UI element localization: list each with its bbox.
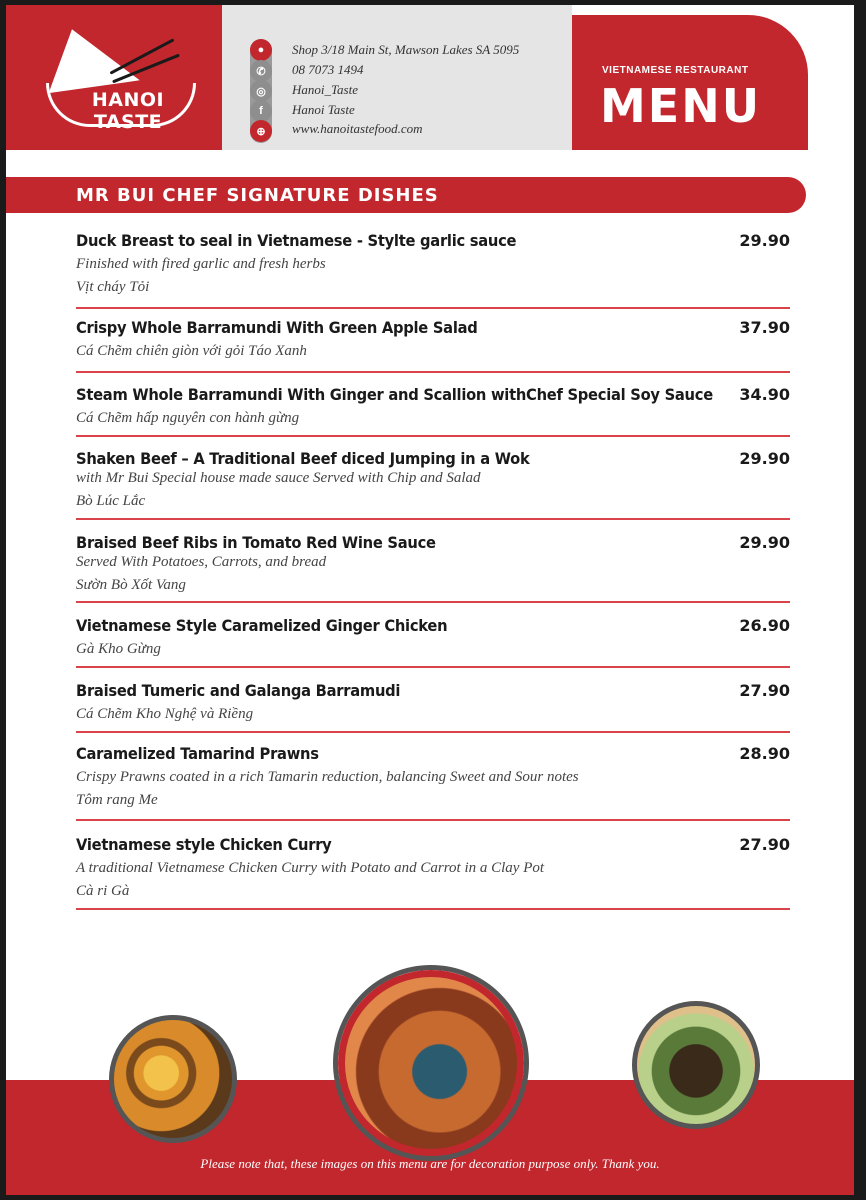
dish-item (76, 616, 790, 658)
divider (76, 307, 790, 309)
logo-text: HANOI TASTE (91, 89, 165, 133)
dish-price: 37.90 (739, 318, 790, 337)
divider (76, 371, 790, 373)
dish-vietnamese-name: Vịt cháy Tỏi (76, 279, 150, 295)
dish-name: Vietnamese style Chicken Curry (76, 835, 332, 854)
section-title: MR BUI CHEF SIGNATURE DISHES (76, 185, 439, 206)
menu-title: MENU (600, 79, 762, 133)
section-header (6, 177, 806, 213)
dish-name: Shaken Beef – A Traditional Beef diced Jumping in a Wok (76, 449, 530, 468)
dish-description: Served With Potatoes, Carrots, and bread (76, 554, 327, 570)
divider (76, 908, 790, 910)
dish-description: with Mr Bui Special house made sauce Served with Chip and Salad (76, 470, 481, 486)
instagram-icon: ◎ (250, 80, 272, 102)
dish-description: Crispy Prawns coated in a rich Tamarin reduction, balancing Sweet and Sour notes (76, 769, 579, 785)
restaurant-type: VIETNAMESE RESTAURANT (602, 65, 749, 76)
dish-item (76, 744, 790, 809)
facebook-text[interactable]: Hanoi Taste (292, 102, 355, 117)
dish-vietnamese-name: Cá Chẽm chiên giòn với gỏi Táo Xanh (76, 343, 307, 359)
dish-price: 29.90 (739, 449, 790, 468)
dish-name: Braised Beef Ribs in Tomato Red Wine Sauce (76, 533, 436, 552)
instagram-text[interactable]: Hanoi_Taste (292, 82, 358, 97)
divider (76, 435, 790, 437)
dish-item (76, 385, 790, 427)
dish-name: Duck Breast to seal in Vietnamese - Stylte garlic sauce (76, 231, 517, 250)
dish-item (76, 835, 790, 900)
dish-vietnamese-name: Tôm rang Me (76, 792, 158, 808)
phone-text[interactable]: 08 7073 1494 (292, 62, 364, 77)
dish-vietnamese-name: Cá Chẽm Kho Nghệ và Riềng (76, 706, 254, 722)
curry-photo (109, 1015, 237, 1143)
dish-price: 29.90 (739, 533, 790, 552)
facebook-icon: f (250, 100, 272, 122)
dish-item (76, 681, 790, 723)
dish-vietnamese-name: Sườn Bò Xốt Vang (76, 577, 186, 593)
dish-price: 27.90 (739, 681, 790, 700)
menu-title-panel (572, 15, 808, 150)
dish-name: Vietnamese Style Caramelized Ginger Chicken (76, 616, 448, 635)
dish-item (76, 318, 790, 360)
menu-page (6, 5, 854, 1195)
logo (6, 5, 222, 150)
location-icon: ● (250, 39, 272, 61)
dish-name: Crispy Whole Barramundi With Green Apple Salad (76, 318, 478, 337)
divider (76, 601, 790, 603)
dish-item (76, 533, 790, 594)
dish-vietnamese-name: Cá Chẽm hấp nguyên con hành gừng (76, 410, 300, 426)
website-link[interactable]: www.hanoitastefood.com (292, 121, 423, 136)
globe-icon: ⊕ (250, 120, 272, 142)
divider (76, 518, 790, 520)
dish-description: A traditional Vietnamese Chicken Curry with Potato and Carrot in a Clay Pot (76, 860, 545, 876)
dish-vietnamese-name: Cà ri Gà (76, 883, 130, 899)
dish-item (76, 449, 790, 510)
dish-name: Caramelized Tamarind Prawns (76, 744, 319, 763)
dish-name: Steam Whole Barramundi With Ginger and Scallion withChef Special Soy Sauce (76, 385, 713, 404)
beef-salad-photo (632, 1001, 760, 1129)
dish-item (76, 231, 790, 296)
dish-vietnamese-name: Bò Lúc Lắc (76, 493, 146, 509)
divider (76, 819, 790, 821)
phone-icon: ✆ (250, 60, 272, 82)
dish-description: Finished with fired garlic and fresh herbs (76, 256, 326, 272)
divider (76, 731, 790, 733)
address-text: Shop 3/18 Main St, Mawson Lakes SA 5095 (292, 42, 520, 57)
dish-price: 26.90 (739, 616, 790, 635)
dish-vietnamese-name: Gà Kho Gừng (76, 641, 161, 657)
dish-name: Braised Tumeric and Galanga Barramudi (76, 681, 401, 700)
fish-photo (338, 970, 524, 1156)
footer-disclaimer: Please note that, these images on this menu are for decoration purpose only. Thank you. (200, 1156, 660, 1171)
dish-price: 34.90 (739, 385, 790, 404)
divider (76, 666, 790, 668)
contact-panel (222, 5, 572, 150)
dish-price: 29.90 (739, 231, 790, 250)
dish-price: 27.90 (739, 835, 790, 854)
dish-price: 28.90 (739, 744, 790, 763)
